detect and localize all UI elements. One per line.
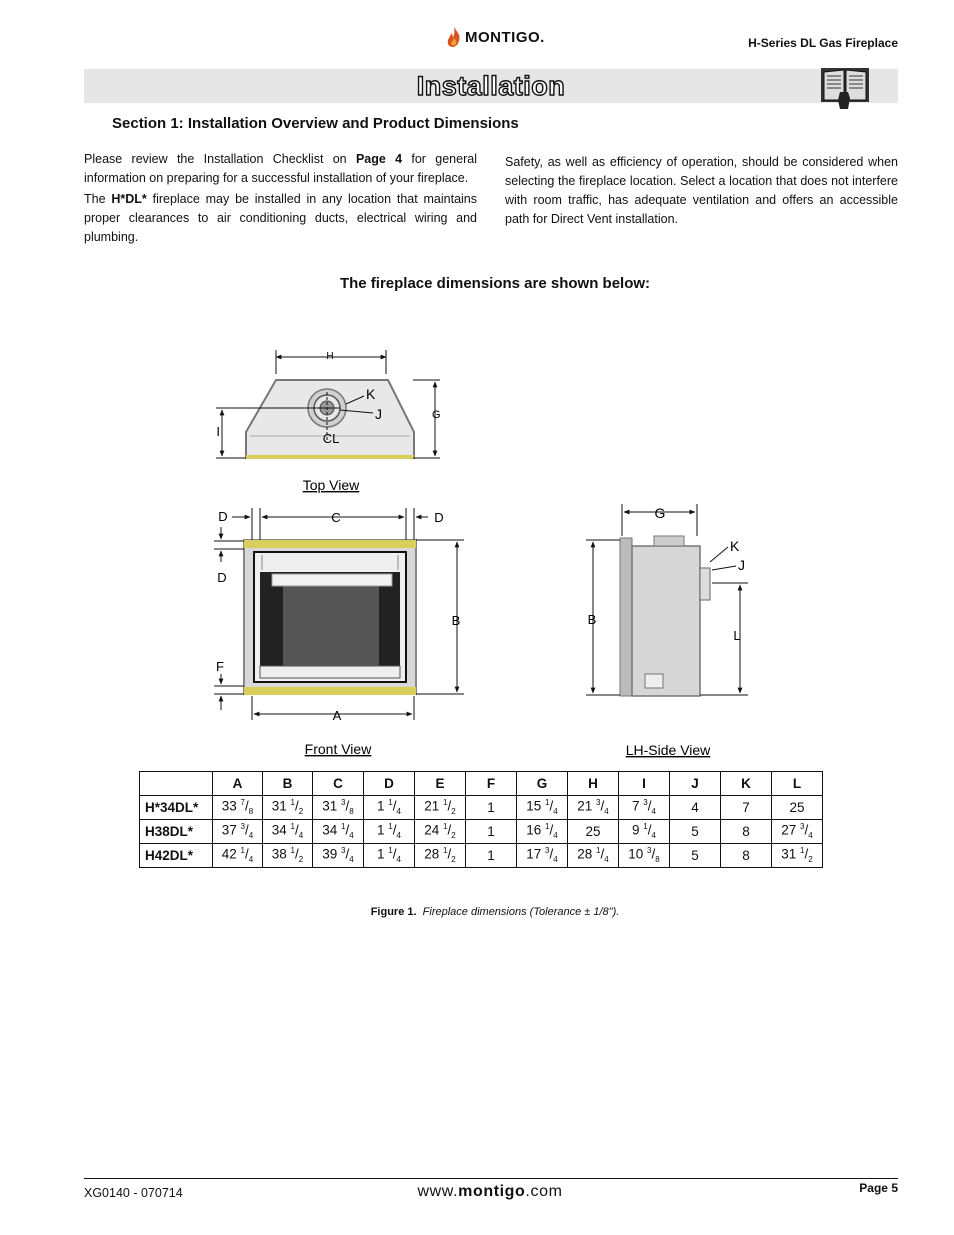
table-cell: 34 $^1/_4$ [263,820,313,844]
table-header-cell: G [517,772,568,796]
dim-label-d-right: D [434,510,444,525]
figure-number: Figure 1. [370,906,417,918]
document-code: XG0140 - 070714 [84,1186,183,1200]
table-cell-model: H*34DL* [140,796,213,820]
table-cell: 39 $^3/_4$ [313,844,364,868]
dim-label-l: L [733,628,741,643]
dim-label-c: C [331,510,341,525]
figure-caption [0,906,954,918]
dim-label-f: F [216,659,224,674]
top-view-label: Top View [302,477,360,493]
table-cell: 1 $^1/_4$ [364,844,415,868]
table-cell: 9 $^1/_4$ [619,820,670,844]
table-cell: 24 $^1/_2$ [415,820,466,844]
checklist-paragraph: Please review the Installation Checklist on Page 4 for general information on preparing for a successful installation of your fireplace. [84,152,477,185]
table-cell: 15 $^1/_4$ [517,796,568,820]
dim-label-k-top: K [366,386,376,402]
dim-label-b-front: B [451,613,461,628]
table-header-cell: A [213,772,263,796]
product-name: H-Series DL Gas Fireplace [748,36,898,50]
table-cell: 1 [466,820,517,844]
table-cell: 5 [670,844,721,868]
table-cell: 17 $^3/_4$ [517,844,568,868]
table-cell: 42 $^1/_4$ [213,844,263,868]
table-row [140,820,823,844]
table-cell: 25 [568,820,619,844]
dim-label-b-side: B [587,612,597,627]
dim-label-i-top: I [216,424,220,439]
table-cell: 1 [466,844,517,868]
table-cell: 33 $^7/_8$ [213,796,263,820]
table-cell: 1 $^1/_4$ [364,820,415,844]
table-header-cell: I [619,772,670,796]
table-row [140,796,823,820]
table-cell: 21 $^1/_2$ [415,796,466,820]
table-cell: 31 $^3/_8$ [313,796,364,820]
table-cell: 1 $^1/_4$ [364,796,415,820]
safety-paragraph: Safety, as well as efficiency of operation, should be considered when selecting the fireplace location. Select a location that does not interfere with room traffic, has adequate ventilation and offers an accessible path for Direct Vent installation. [505,155,898,226]
table-header-cell: J [670,772,721,796]
dim-label-j-top: J [375,406,382,422]
table-cell: 7 [721,796,772,820]
figure-description: Fireplace dimensions (Tolerance ± 1/8"). [422,906,620,918]
table-header-cell: H [568,772,619,796]
table-cell-model: H38DL* [140,820,213,844]
dimensions-table [139,771,823,868]
table-cell: 8 [721,844,772,868]
table-cell: 38 $^1/_2$ [263,844,313,868]
table-cell: 28 $^1/_4$ [568,844,619,868]
footer-divider [84,1178,898,1179]
table-cell-model: H42DL* [140,844,213,868]
table-cell: 8 [721,820,772,844]
dim-label-k-side: K [730,538,740,554]
side-view-label: LH-Side View [625,742,711,758]
front-view-diagram [214,508,464,757]
table-header-cell: E [415,772,466,796]
page-title: Installation [416,71,566,101]
location-paragraph: The H*DL* fireplace may be installed in any location that maintains proper clearances to air conditioning ducts, electrical wiring and plumbing. [84,192,478,244]
section-heading: Section 1: Installation Overview and Product Dimensions [112,115,519,132]
table-header-cell: K [721,772,772,796]
table-cell: 34 $^1/_4$ [313,820,364,844]
table-cell: 10 $^3/_8$ [619,844,670,868]
table-cell: 28 $^1/_2$ [415,844,466,868]
table-cell: 1 [466,796,517,820]
table-cell: 4 [670,796,721,820]
table-header-cell: F [466,772,517,796]
website-url[interactable]: www.montigo.com [417,1183,563,1200]
table-cell: 7 $^3/_4$ [619,796,670,820]
dim-label-g-side: G [654,505,666,521]
dim-label-h-top: H [326,351,334,362]
table-header-cell: L [772,772,823,796]
dim-label-a: A [332,708,342,723]
table-header-cell [140,772,213,796]
table-row [140,844,823,868]
dim-label-g-top: G [432,409,441,421]
table-cell: 16 $^1/_4$ [517,820,568,844]
dimensions-heading: The fireplace dimensions are shown below: [339,275,651,292]
table-cell: 31 $^1/_2$ [772,844,823,868]
table-header-cell: D [364,772,415,796]
table-header-cell: B [263,772,313,796]
centerline-label: CL [322,431,340,446]
table-cell: 37 $^3/_4$ [213,820,263,844]
side-view-diagram [586,504,748,758]
front-view-label: Front View [304,741,372,757]
table-cell: 25 [772,796,823,820]
table-cell: 21 $^3/_4$ [568,796,619,820]
brand-name: MONTIGO. [465,28,545,46]
table-cell: 31 $^1/_2$ [263,796,313,820]
dim-label-d-left: D [217,570,227,585]
page-number: Page 5 [859,1181,898,1195]
table-header-row [140,772,823,796]
top-view-diagram [216,350,441,493]
table-header-cell: C [313,772,364,796]
dim-label-j-side: J [738,557,745,573]
table-cell: 5 [670,820,721,844]
dim-label-d-left-top: D [218,509,228,524]
table-cell: 27 $^3/_4$ [772,820,823,844]
